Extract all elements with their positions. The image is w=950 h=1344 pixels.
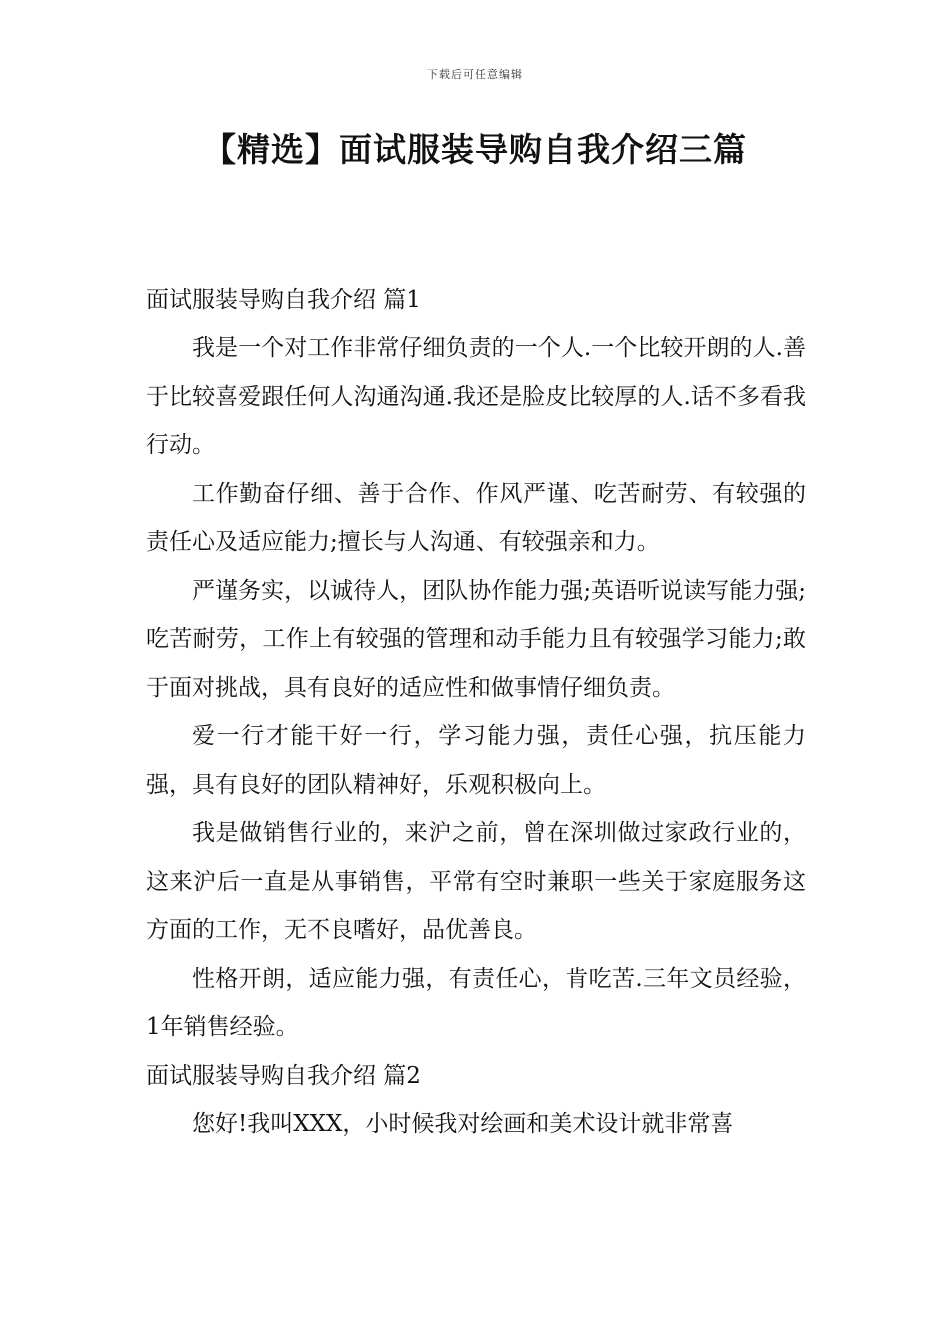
paragraph: 我是一个对工作非常仔细负责的一个人.一个比较开朗的人.善于比较喜爱跟任何人沟通沟通.我还是脸皮比较厚的人.话不多看我行动。 bbox=[146, 335, 806, 458]
section-heading: 面试服装导购自我介绍 篇2 bbox=[146, 1062, 421, 1089]
document-title: 【精选】面试服装导购自我介绍三篇 bbox=[203, 130, 747, 169]
paragraph: 您好!我叫XXX，小时候我对绘画和美术设计就非常喜 bbox=[192, 1110, 734, 1137]
document-body bbox=[146, 276, 806, 1148]
paragraph: 爱一行才能干好一行，学习能力强，责任心强，抗压能力强，具有良好的团队精神好，乐观积极向上。 bbox=[146, 723, 806, 798]
paragraph: 我是做销售行业的，来沪之前，曾在深圳做过家政行业的，这来沪后一直是从事销售，平常有空时兼职一些关于家庭服务这方面的工作，无不良嗜好，品优善良。 bbox=[146, 820, 806, 943]
header-note: 下载后可任意编辑 bbox=[427, 68, 523, 81]
section-heading: 面试服装导购自我介绍 篇1 bbox=[146, 287, 421, 313]
paragraph: 严谨务实，以诚待人，团队协作能力强;英语听说读写能力强;吃苦耐劳，工作上有较强的管理和动手能力且有较强学习能力;敢于面对挑战，具有良好的适应性和做事情仔细负责。 bbox=[146, 577, 806, 701]
paragraph: 工作勤奋仔细、善于合作、作风严谨、吃苦耐劳、有较强的责任心及适应能力;擅长与人沟通、有较强亲和力。 bbox=[146, 480, 806, 555]
paragraph: 性格开朗，适应能力强，有责任心，肯吃苦.三年文员经验，1年销售经验。 bbox=[146, 965, 806, 1040]
